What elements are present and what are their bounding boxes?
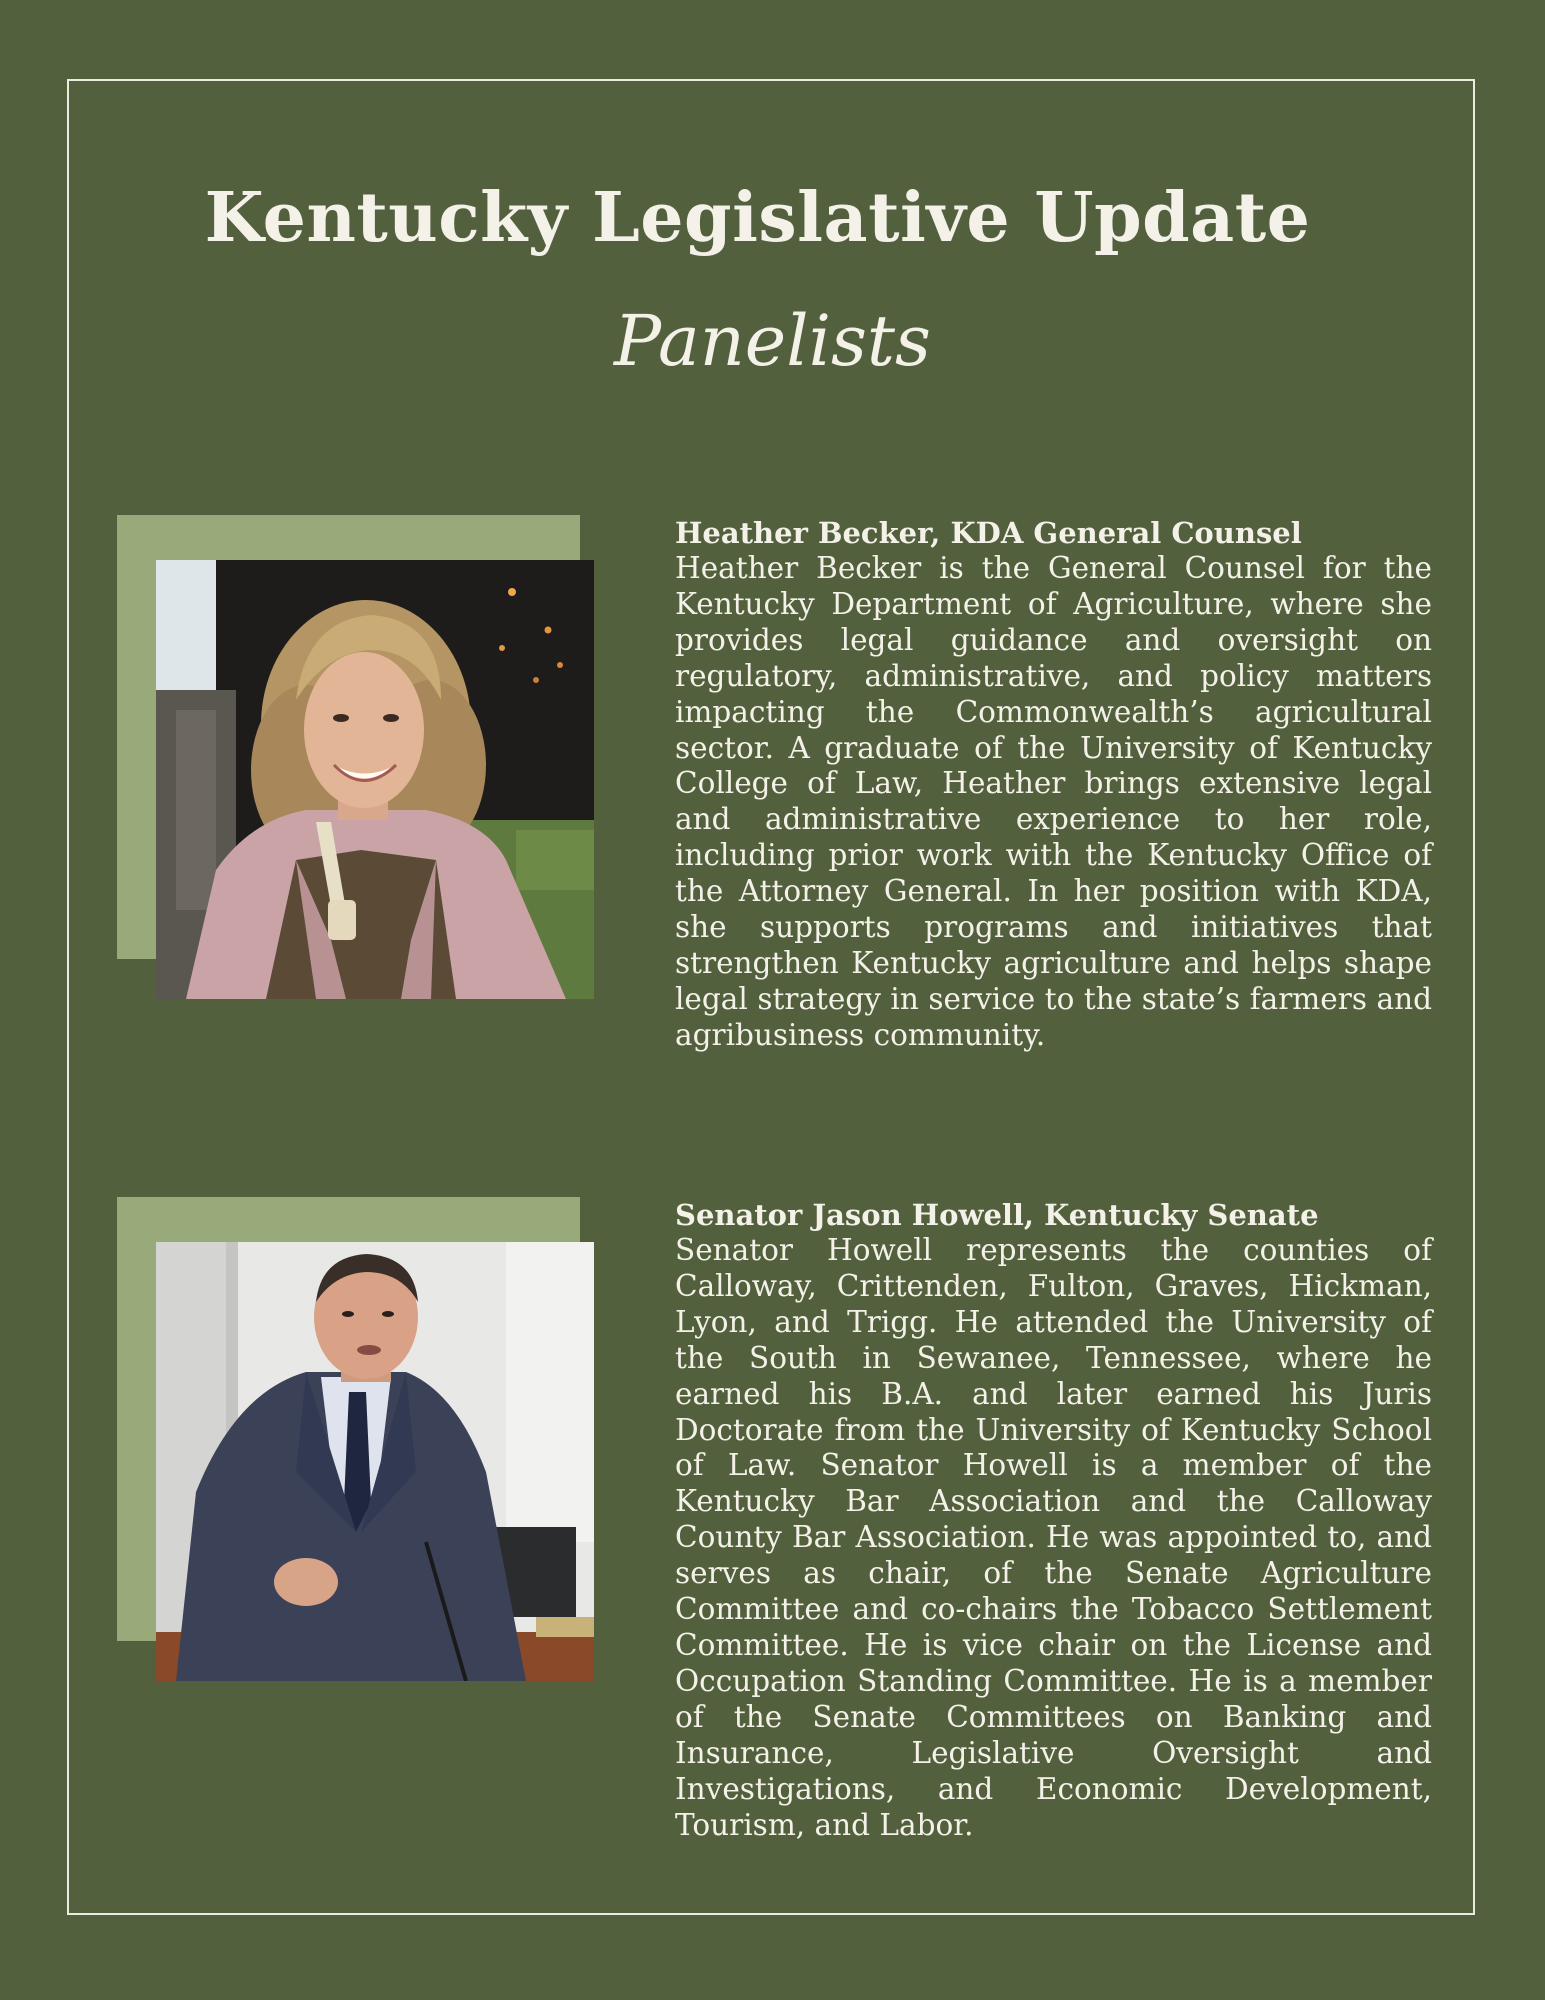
panelist-bio: Senator Howell represents the counties of Calloway, Crittenden, Fulton, Graves, Hickman, Lyon, and Trigg. He attended the University of the South in Sewanee, Tennessee, where he earned his B.A. and later earned his Juris Doctorate from the University of Kentucky School of Law. Senator Howell is a member of the Kentucky Bar Association and the Calloway County Bar Association. He was appointed to, and serves as chair, of the Senate Agriculture Committee and co-chairs the Tobacco Settlement Committee. He is vice chair on the License and Occupation Standing Committee. He is a member of the Senate Committees on Banking and Insurance, Legislative Oversight and Investigations, and Economic Development, Tourism, and Labor. [675,1233,1432,1842]
page-title-text: Kentucky Legislative Update [204,178,1311,258]
panelist-photo-jason-howell [156,1242,594,1681]
portrait-illustration [156,560,594,999]
panelist-photo-heather-becker [156,560,594,999]
page-subtitle [0,300,1545,382]
panelist-bio-block [675,515,1432,1054]
panelist-name: Heather Becker, KDA General Counsel [675,516,1302,550]
panelist-bio-block [675,1197,1432,1843]
page-subtitle-text: Panelists [614,300,931,382]
panelist-bio: Heather Becker is the General Counsel for the Kentucky Department of Agriculture, where she provides legal guidance and oversight on regulatory, administrative, and policy matters impacting the Commonwealth’s agricultural sector. A graduate of the University of Kentucky College of Law, Heather brings extensive legal and administrative experience to her role, including prior work with the Kentucky Office of the Attorney General. In her position with KDA, she supports programs and initiatives that strengthen Kentucky agriculture and helps shape legal strategy in service to the state’s farmers and agribusiness community. [675,551,1432,1052]
page-title [0,178,1545,258]
panelist-name: Senator Jason Howell, Kentucky Senate [675,1198,1319,1232]
portrait-illustration [156,1242,594,1681]
